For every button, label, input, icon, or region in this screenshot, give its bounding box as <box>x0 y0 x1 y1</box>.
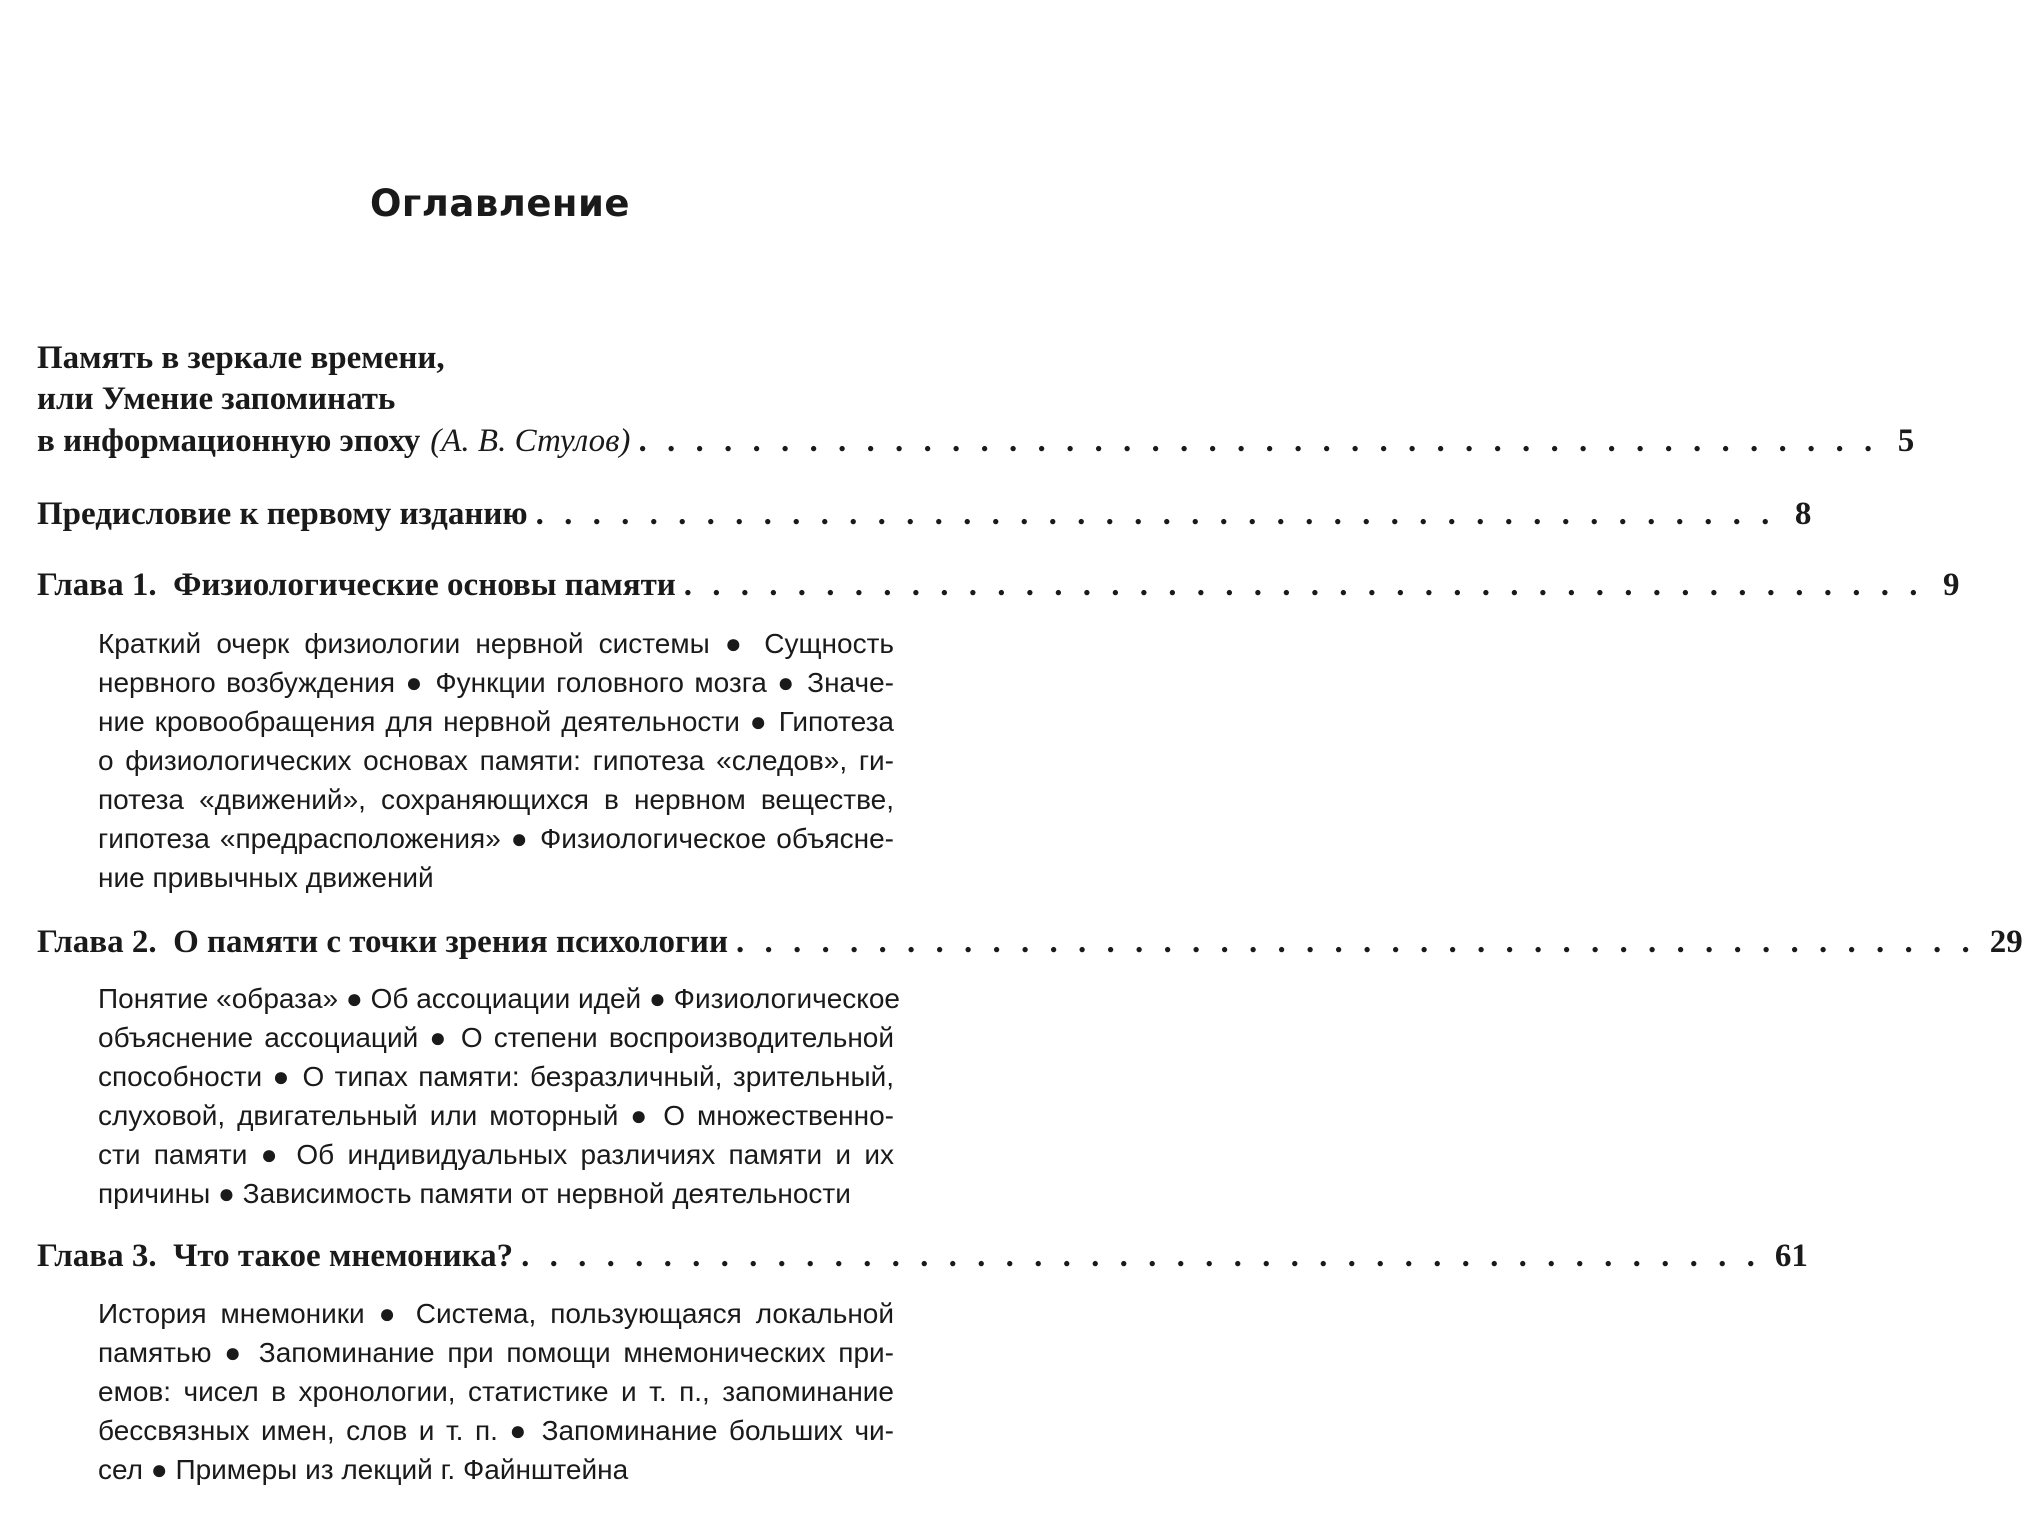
toc-chapter-1-entry[interactable] <box>37 563 1960 607</box>
summary-line: о физиологических основах памяти: гипотеза «следов», ги- <box>98 745 894 776</box>
toc-intro-entry[interactable] <box>37 419 1915 463</box>
summary-line: сел ● Примеры из лекций г. Файнштейна <box>98 1454 629 1485</box>
toc-preface-entry[interactable] <box>37 492 1812 536</box>
toc-intro-line-1 <box>37 336 952 380</box>
toc-chapter-2-page: 29 <box>1989 924 2023 960</box>
summary-line: причины ● Зависимость памяти от нервной деятельности <box>98 1178 851 1209</box>
toc-chapter-1-page: 9 <box>1943 567 1960 603</box>
summary-line: История мнемоники ● Система, пользующаяся локальной <box>98 1298 894 1329</box>
summary-line: ние кровообращения для нервной деятельности ● Гипотеза <box>98 706 894 737</box>
summary-line: бессвязных имен, слов и т. п. ● Запоминание больших чи- <box>98 1415 894 1446</box>
summary-line: объяснение ассоциаций ● О степени воспроизводительной <box>98 1022 894 1053</box>
summary-line: памятью ● Запоминание при помощи мнемонических при- <box>98 1337 894 1368</box>
summary-line: нервного возбуждения ● Функции головного мозга ● Значе- <box>98 667 894 698</box>
summary-line: Краткий очерк физиологии нервной системы ● Сущность <box>98 628 894 659</box>
summary-line: Понятие «образа» ● Об ассоциации идей ● Физиологическое <box>98 983 900 1014</box>
toc-chapter-2-title: Глава 2. О памяти с точки зрения психологии <box>37 924 728 960</box>
toc-preface-page: 8 <box>1794 496 1812 532</box>
toc-chapter-1-title: Глава 1. Физиологические основы памяти <box>37 567 676 603</box>
toc-chapter-3-summary <box>98 1294 894 1489</box>
toc-intro-page: 5 <box>1897 423 1915 459</box>
toc-intro-title-part-2: или Умение запоминать <box>37 381 396 417</box>
toc-preface-title: Предисловие к первому изданию <box>37 496 528 532</box>
toc-chapter-3-page: 61 <box>1774 1238 1808 1274</box>
toc-chapter-2-summary <box>98 979 900 1213</box>
summary-line: способности ● О типах памяти: безразличный, зрительный, <box>98 1061 894 1092</box>
summary-line: гипотеза «предрасположения» ● Физиологическое объясне- <box>98 823 894 854</box>
toc-intro-title-part-3: в информационную эпоху <box>37 423 421 459</box>
toc-leader-dots: . . . . . . . . . . . . . . . . . . . . . . . . . . . . . . . . . . . . . . . . . . . . <box>535 496 1776 532</box>
summary-line: сти памяти ● Об индивидуальных различиях памяти и их <box>98 1139 894 1170</box>
toc-leader-dots: . . . . . . . . . . . . . . . . . . . . . . . . . . . . . . . . . . . . . . . . . . . . <box>735 924 1976 960</box>
toc-leader-dots: . . . . . . . . . . . . . . . . . . . . . . . . . . . . . . . . . . . . . . . . . . . . <box>521 1238 1761 1274</box>
summary-line: ние привычных движений <box>98 862 434 893</box>
toc-chapter-1-summary <box>98 624 894 897</box>
toc-leader-dots: . . . . . . . . . . . . . . . . . . . . . . . . . . . . . . . . . . . . . . . . . . . . <box>683 567 1924 603</box>
toc-intro-line-2 <box>37 377 952 421</box>
toc-leader-dots: . . . . . . . . . . . . . . . . . . . . . . . . . . . . . . . . . . . . . . . . . . . . <box>638 423 1879 459</box>
toc-chapter-3-entry[interactable] <box>37 1234 1808 1278</box>
page-title: Оглавление <box>369 182 631 225</box>
summary-line: потеза «движений», сохраняющихся в нервном веществе, <box>98 784 894 815</box>
toc-chapter-2-entry[interactable] <box>37 920 2023 964</box>
toc-chapter-3-title: Глава 3. Что такое мнемоника? <box>37 1238 514 1274</box>
summary-line: слуховой, двигательный или моторный ● О множественно- <box>98 1100 894 1131</box>
toc-intro-title-part-1: Память в зеркале времени, <box>37 340 445 376</box>
toc-intro-author: (А. В. Стулов) <box>430 423 631 459</box>
summary-line: емов: чисел в хронологии, статистике и т. п., запоминание <box>98 1376 894 1407</box>
